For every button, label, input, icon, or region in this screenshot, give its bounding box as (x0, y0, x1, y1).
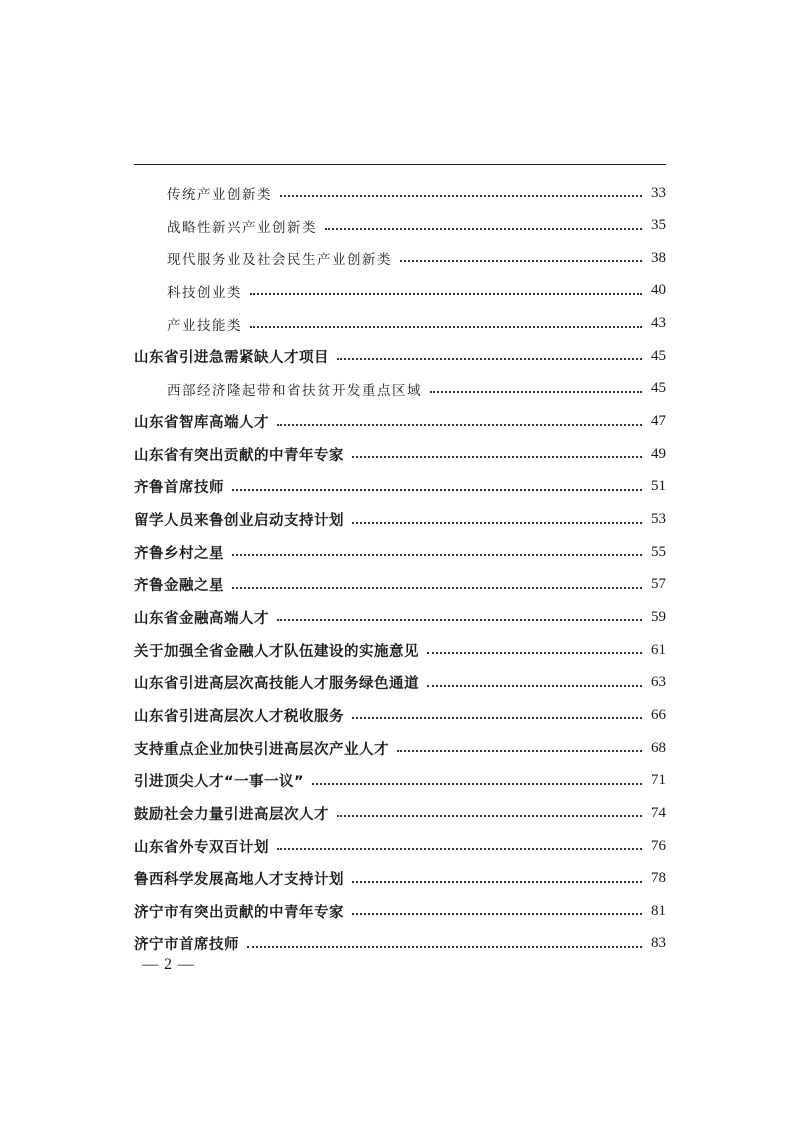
toc-entry-title: 山东省金融高端人才 (134, 610, 269, 627)
toc-entry-page: 59 (651, 608, 666, 625)
toc-entry[interactable] (167, 214, 666, 238)
toc-entry-title: 山东省外专双百计划 (134, 839, 269, 856)
toc-entry-page: 76 (651, 837, 666, 854)
toc-entry-page: 57 (651, 576, 666, 593)
toc-entry-title: 齐鲁金融之星 (134, 578, 224, 595)
toc-entry[interactable] (134, 834, 666, 858)
toc-entry-title: 山东省有突出贡献的中青年专家 (134, 447, 344, 464)
toc-entry[interactable] (134, 475, 666, 499)
toc-entry-title: 产业技能类 (167, 317, 242, 334)
toc-entry-page: 66 (651, 706, 666, 723)
toc-entry-title: 山东省引进高层次高技能人才服务绿色通道 (134, 676, 419, 693)
toc-entry-page: 61 (651, 641, 666, 658)
toc-entry-title: 济宁市有突出贡献的中青年专家 (134, 904, 344, 921)
toc-entry-title: 支持重点企业加快引进高层次产业人才 (134, 741, 389, 758)
toc-dot-leader (325, 228, 642, 230)
toc-entry-page: 47 (651, 413, 666, 430)
toc-dot-leader (427, 685, 642, 687)
toc-entry[interactable] (134, 769, 666, 793)
toc-entry-title: 关于加强全省金融人才队伍建设的实施意见 (134, 643, 419, 660)
toc-entry-page: 71 (651, 772, 666, 789)
toc-dot-leader (352, 456, 642, 458)
toc-entry-page: 63 (651, 674, 666, 691)
toc-entry[interactable] (134, 867, 666, 891)
toc-entry-page: 55 (651, 543, 666, 560)
toc-dot-leader (232, 587, 642, 589)
toc-entry[interactable] (134, 703, 666, 727)
toc-entry[interactable] (134, 638, 666, 662)
toc-entry-page: 81 (651, 902, 666, 919)
toc-entry-title: 留学人员来鲁创业启动支持计划 (134, 513, 344, 529)
toc-entry-title: 山东省引进急需紧缺人才项目 (134, 349, 329, 366)
toc-entry-page: 38 (651, 249, 666, 266)
toc-entry[interactable] (134, 801, 666, 825)
toc-entry[interactable] (134, 410, 666, 434)
toc-entry[interactable] (134, 899, 666, 923)
toc-dot-leader (400, 260, 642, 262)
toc-entry[interactable] (134, 540, 666, 564)
toc-entry-page: 45 (651, 380, 666, 397)
toc-entry-page: 68 (651, 739, 666, 756)
toc-entry-page: 40 (651, 282, 666, 299)
toc-entry-title: 齐鲁首席技师 (134, 480, 224, 497)
toc-entry-title: 传统产业创新类 (167, 187, 272, 203)
toc-entry[interactable] (134, 344, 666, 368)
toc-entry-title: 现代服务业及社会民生产业创新类 (167, 252, 392, 269)
page-number: — 2 — (142, 956, 195, 973)
toc-dot-leader (337, 815, 642, 817)
toc-dot-leader (232, 554, 642, 556)
toc-entry[interactable] (134, 736, 666, 760)
toc-dot-leader (277, 848, 642, 850)
toc-entry[interactable] (134, 932, 666, 956)
toc-dot-leader (352, 717, 642, 719)
toc-entry-title: 齐鲁乡村之星 (134, 545, 224, 562)
toc-dot-leader (427, 652, 642, 654)
toc-entry-page: 53 (651, 511, 666, 527)
toc-entry-title: 济宁市首席技师 (134, 937, 239, 954)
toc-entry[interactable] (167, 246, 666, 270)
toc-dot-leader (352, 522, 642, 524)
toc-entry-page: 45 (651, 347, 666, 364)
toc-entry-title: 山东省引进高层次人才税收服务 (134, 708, 344, 725)
toc-entry[interactable] (134, 671, 666, 695)
toc-dot-leader (250, 326, 642, 328)
toc-entry-page: 78 (651, 870, 666, 887)
toc-entry[interactable] (134, 605, 666, 629)
toc-dot-leader (430, 391, 642, 393)
toc-dot-leader (352, 881, 642, 883)
toc-entry-page: 51 (651, 478, 666, 495)
toc-entry[interactable] (167, 377, 666, 401)
toc-dot-leader (277, 424, 642, 426)
toc-entry-page: 74 (651, 804, 666, 821)
toc-dot-leader (312, 783, 642, 785)
toc-entry-title: 鼓励社会力量引进高层次人才 (134, 806, 329, 823)
toc-entry-title: 战略性新兴产业创新类 (167, 219, 317, 236)
toc-entry-title: 西部经济隆起带和省扶贫开发重点区域 (167, 382, 422, 399)
toc-entry[interactable] (134, 573, 666, 597)
toc-entry[interactable] (134, 442, 666, 466)
toc-entry-page: 83 (651, 935, 666, 952)
toc-dot-leader (277, 619, 642, 621)
toc-entry-title: 山东省智库高端人才 (134, 415, 269, 432)
toc-entry[interactable] (167, 279, 666, 303)
toc-entry-page: 35 (651, 217, 666, 234)
toc-entry-title: 鲁西科学发展高地人才支持计划 (134, 872, 344, 889)
toc-entry[interactable] (167, 181, 666, 205)
toc-entry[interactable] (167, 312, 666, 336)
toc-dot-leader (397, 750, 642, 752)
toc-dot-leader (247, 946, 642, 948)
toc-entry[interactable] (134, 508, 666, 532)
toc-entry-page: 49 (651, 445, 666, 462)
toc-entry-title: 科技创业类 (167, 284, 242, 301)
toc-entry-title: 引进顶尖人才“一事一议” (134, 774, 305, 791)
toc-dot-leader (280, 195, 642, 197)
toc-dot-leader (337, 358, 642, 360)
toc-entry-page: 33 (651, 184, 666, 201)
toc-dot-leader (352, 913, 642, 915)
toc-dot-leader (232, 489, 642, 491)
toc-dot-leader (250, 293, 642, 295)
toc-entry-page: 43 (651, 315, 666, 332)
